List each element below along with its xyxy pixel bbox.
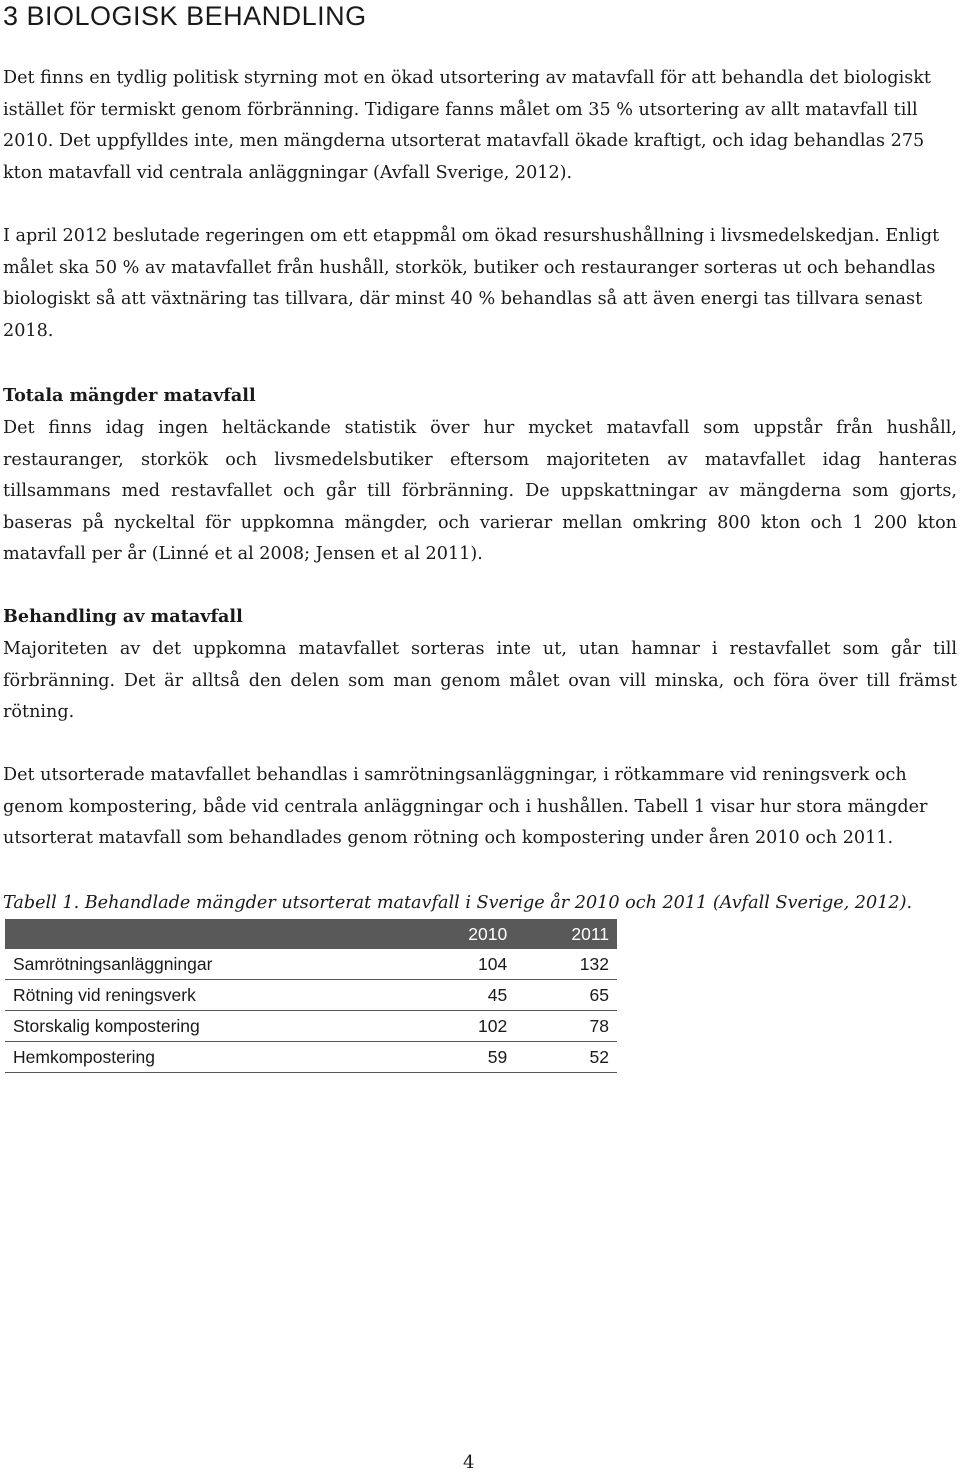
chapter-title: 3 BIOLOGISK BEHANDLING [3, 1, 367, 31]
utsorterade-line: Det utsorterade matavfallet behandlas i samrötningsanläggningar, i rötkammare vid reningsverk och [3, 765, 907, 785]
row-label: Hemkompostering [5, 1042, 411, 1073]
behandling-paragraph: Majoriteten av det uppkomna matavfallet sorteras inte ut, utan hamnar i restavfallet som går till förbränning. Det är alltså den delen som man genom målet ovan vill minska, och föra över till främst rötning. [3, 639, 957, 723]
value-2010: 102 [411, 1011, 515, 1042]
utsorterade-line: utsorterat matavfall som behandlades genom rötning och kompostering under åren 2010 och 2011. [3, 828, 894, 849]
row-label: Samrötningsanläggningar [5, 949, 411, 980]
etappmal-line: I april 2012 beslutade regeringen om ett etappmål om ökad resurshushållning i livsmedelskedjan. Enligt [3, 226, 940, 246]
value-2011: 52 [515, 1042, 617, 1073]
page-number: 4 [463, 1452, 475, 1473]
intro-paragraph [3, 63, 957, 189]
etappmal-line: 2018. [3, 320, 54, 341]
etappmal-paragraph [3, 221, 957, 347]
intro-line: Det finns en tydlig politisk styrning mot en ökad utsortering av matavfall för att behandla det biologiskt [3, 68, 931, 88]
table-row [5, 980, 617, 1011]
table-row [5, 1042, 617, 1073]
value-2011: 132 [515, 949, 617, 980]
treatment-table [5, 919, 617, 1073]
row-label: Rötning vid reningsverk [5, 980, 411, 1011]
totala-paragraph: Det finns idag ingen heltäckande statistik över hur mycket matavfall som uppstår från hushåll, restauranger, storkök och livsmedelsbutiker eftersom majoriteten av matavfallet idag hanteras tillsammans med restavfallet och går till förbränning. De uppskattningar av mängderna som gjorts, baseras på nyckeltal för uppkomna mängder, och varierar mellan omkring 800 kton och 1 200 kton matavfall per år (Linné et al 2008; Jensen et al 2011). [3, 418, 957, 565]
value-2010: 59 [411, 1042, 515, 1073]
etappmal-line: biologiskt så att växtnäring tas tillvara, där minst 40 % behandlas så att även energi tas tillvara senast [3, 289, 923, 310]
value-2010: 45 [411, 980, 515, 1011]
table-row [5, 1011, 617, 1042]
intro-line: kton matavfall vid centrala anläggningar (Avfall Sverige, 2012). [3, 162, 573, 183]
row-label: Storskalig kompostering [5, 1011, 411, 1042]
value-2010: 104 [411, 949, 515, 980]
table-row [5, 949, 617, 980]
utsorterade-paragraph [3, 760, 957, 855]
utsorterade-line: genom kompostering, både vid centrala anläggningar och i hushållen. Tabell 1 visar hur stora mängder [3, 796, 928, 817]
intro-line: istället för termiskt genom förbränning. Tidigare fanns målet om 35 % utsortering av allt matavfall till [3, 99, 918, 120]
value-2011: 78 [515, 1011, 617, 1042]
value-2011: 65 [515, 980, 617, 1011]
header-cell-blank [5, 919, 411, 949]
header-cell-2010: 2010 [411, 919, 515, 949]
etappmal-line: målet ska 50 % av matavfallet från hushåll, storkök, butiker och restauranger sorteras ut och behandlas [3, 257, 936, 278]
section-heading-behandling: Behandling av matavfall [3, 606, 243, 627]
header-cell-2011: 2011 [515, 919, 617, 949]
table-caption: Tabell 1. Behandlade mängder utsorterat matavfall i Sverige år 2010 och 2011 (Avfall Sverige, 2012). [3, 893, 913, 913]
intro-line: 2010. Det uppfylldes inte, men mängderna utsorterat matavfall ökade kraftigt, och idag behandlas 275 [3, 131, 925, 152]
table-header-row [5, 919, 617, 949]
section-heading-totala: Totala mängder matavfall [3, 385, 256, 406]
